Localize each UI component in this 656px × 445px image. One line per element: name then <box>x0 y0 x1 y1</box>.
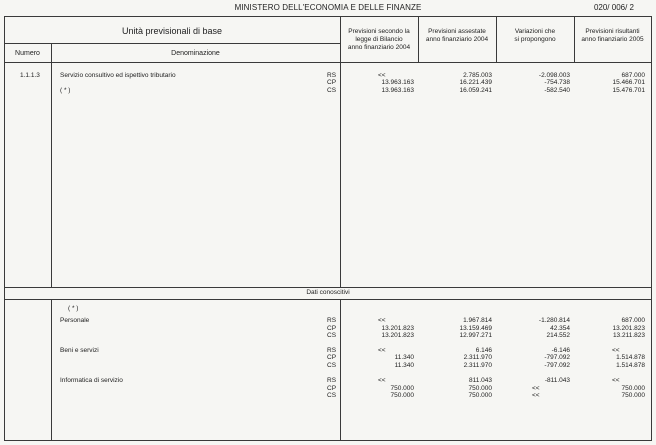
col4-header-line1: Previsioni risultanti <box>585 28 640 35</box>
cell-value: << <box>532 385 540 392</box>
cell-value: 15.476.701 <box>612 87 645 94</box>
cell-value: 13.201.823 <box>381 332 414 339</box>
cell-value: << <box>612 347 620 354</box>
col1-header-line3: anno finanziario 2004 <box>347 44 411 51</box>
row-code: CP <box>327 385 337 392</box>
row-code: CP <box>327 354 337 361</box>
cell-value: 2.785.003 <box>463 72 492 79</box>
cell-value: 13.201.823 <box>381 325 414 332</box>
cell-value: 750.000 <box>621 385 645 392</box>
cell-value: 11.340 <box>394 362 414 369</box>
cell-value: 811.043 <box>468 377 492 384</box>
col4-header-line2: anno finanziario 2005 <box>581 36 644 43</box>
denominazione-header: Denominazione <box>171 50 220 57</box>
row-code: CP <box>327 325 337 332</box>
cell-value: 13.963.163 <box>381 79 414 86</box>
col3-header-line1: Variazioni che <box>514 28 556 35</box>
row-code: CS <box>327 362 337 369</box>
cell-value: -2.098.003 <box>538 72 570 79</box>
dati-conoscitivi-label: Dati conoscitivi <box>306 289 350 296</box>
upb-name: Servizio consultivo ed ispettivo tributario <box>60 72 176 79</box>
cell-value: 750.000 <box>390 392 414 399</box>
cell-value: 42.354 <box>550 325 570 332</box>
numero-header: Numero <box>15 50 40 57</box>
cell-value: 750.000 <box>468 392 492 399</box>
cell-value: 2.311.970 <box>463 354 492 361</box>
cell-value: 1.514.878 <box>616 362 645 369</box>
cell-value: 13.159.469 <box>459 325 492 332</box>
row-code: CS <box>327 87 337 94</box>
cell-value: 1.514.878 <box>616 354 645 361</box>
cell-value: 11.340 <box>394 354 414 361</box>
upb-number: 1.1.1.3 <box>20 72 40 79</box>
page-code: 020/ 006/ 2 <box>593 3 634 12</box>
cell-value: << <box>378 72 386 79</box>
cell-value: 6.146 <box>475 347 492 354</box>
cell-value: << <box>378 317 386 324</box>
row-code: RS <box>327 347 337 354</box>
cell-value: 13.211.823 <box>612 332 645 339</box>
col1-header-line1: Previsioni secondo la <box>348 28 410 35</box>
row-code: CS <box>327 392 337 399</box>
cell-value: -1.280.814 <box>538 317 570 324</box>
cell-value: << <box>612 377 620 384</box>
cell-value: 750.000 <box>621 392 645 399</box>
cell-value: << <box>532 392 540 399</box>
col3-header-line2: si propongono <box>514 36 556 43</box>
group-name: Personale <box>60 317 90 324</box>
col2-header-line1: Previsioni assestate <box>428 28 486 35</box>
cell-value: 214.552 <box>546 332 570 339</box>
group-name: Beni e servizi <box>60 347 99 354</box>
cell-value: -582.540 <box>544 87 570 94</box>
cell-value: << <box>378 347 386 354</box>
cell-value: 750.000 <box>390 385 414 392</box>
cell-value: 2.311.970 <box>463 362 492 369</box>
cell-value: -797.092 <box>544 354 570 361</box>
group-name: Informatica di servizio <box>60 377 123 384</box>
dati-note: ( * ) <box>68 305 79 312</box>
cell-value: 12.997.271 <box>459 332 492 339</box>
cell-value: 15.466.701 <box>612 79 645 86</box>
row-code: CS <box>327 332 337 339</box>
upb-header: Unità previsionali di base <box>121 26 223 36</box>
cell-value: -811.043 <box>544 377 570 384</box>
cell-value: 13.963.163 <box>381 87 414 94</box>
cell-value: -754.738 <box>544 79 570 86</box>
upb-note: ( * ) <box>60 87 71 94</box>
col2-header-line2: anno finanziario 2004 <box>425 36 489 43</box>
cell-value: -6.146 <box>551 347 570 354</box>
ministry-title: MINISTERO DELL'ECONOMIA E DELLE FINANZE <box>234 3 422 12</box>
col1-header-line2: legge di Bilancio <box>355 36 403 43</box>
cell-value: 16.221.439 <box>459 79 492 86</box>
cell-value: -797.092 <box>544 362 570 369</box>
row-code: CP <box>327 79 337 86</box>
cell-value: 750.000 <box>468 385 492 392</box>
cell-value: 16.059.241 <box>459 87 492 94</box>
row-code: RS <box>327 72 337 79</box>
row-code: RS <box>327 317 337 324</box>
cell-value: 687.000 <box>621 317 645 324</box>
row-code: RS <box>327 377 337 384</box>
cell-value: 13.201.823 <box>612 325 645 332</box>
cell-value: 1.967.814 <box>463 317 492 324</box>
cell-value: << <box>378 377 386 384</box>
cell-value: 687.000 <box>621 72 645 79</box>
